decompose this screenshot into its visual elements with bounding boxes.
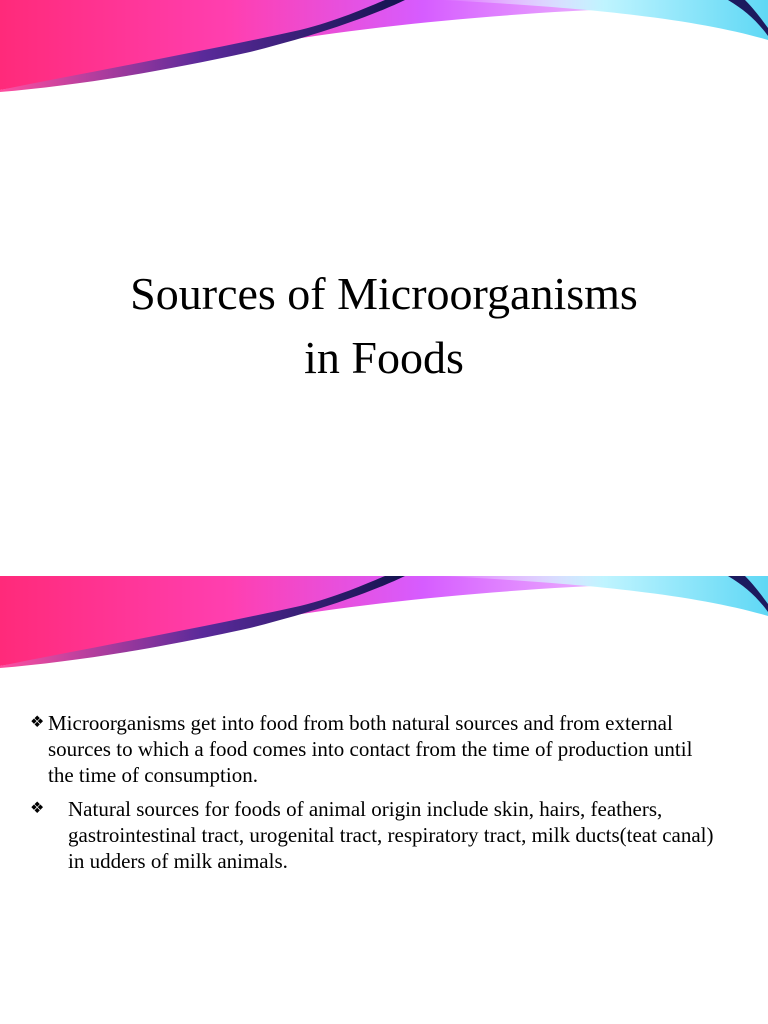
bullet-item	[30, 796, 720, 874]
diamond-bullet-icon: ❖	[30, 800, 45, 817]
diamond-bullet-icon: ❖	[30, 714, 45, 731]
slide-2	[0, 576, 768, 1024]
bullet-item	[30, 710, 720, 788]
bullet-text: Natural sources for foods of animal origin include skin, hairs, feathers, gastrointestinal tract, urogenital tract, respiratory tract, milk ducts(teat canal) in udders of milk animals.	[68, 797, 714, 873]
title-line-1: Sources of Microorganisms	[130, 268, 638, 319]
title-line-2: in Foods	[304, 332, 464, 383]
decorative-swoosh-banner	[0, 576, 768, 686]
slide-title	[0, 262, 768, 390]
bullet-list	[30, 710, 720, 882]
decorative-swoosh-banner	[0, 0, 768, 110]
bullet-text: Microorganisms get into food from both natural sources and from external sources to which a food comes into contact from the time of production until the time of consumption.	[48, 711, 693, 787]
